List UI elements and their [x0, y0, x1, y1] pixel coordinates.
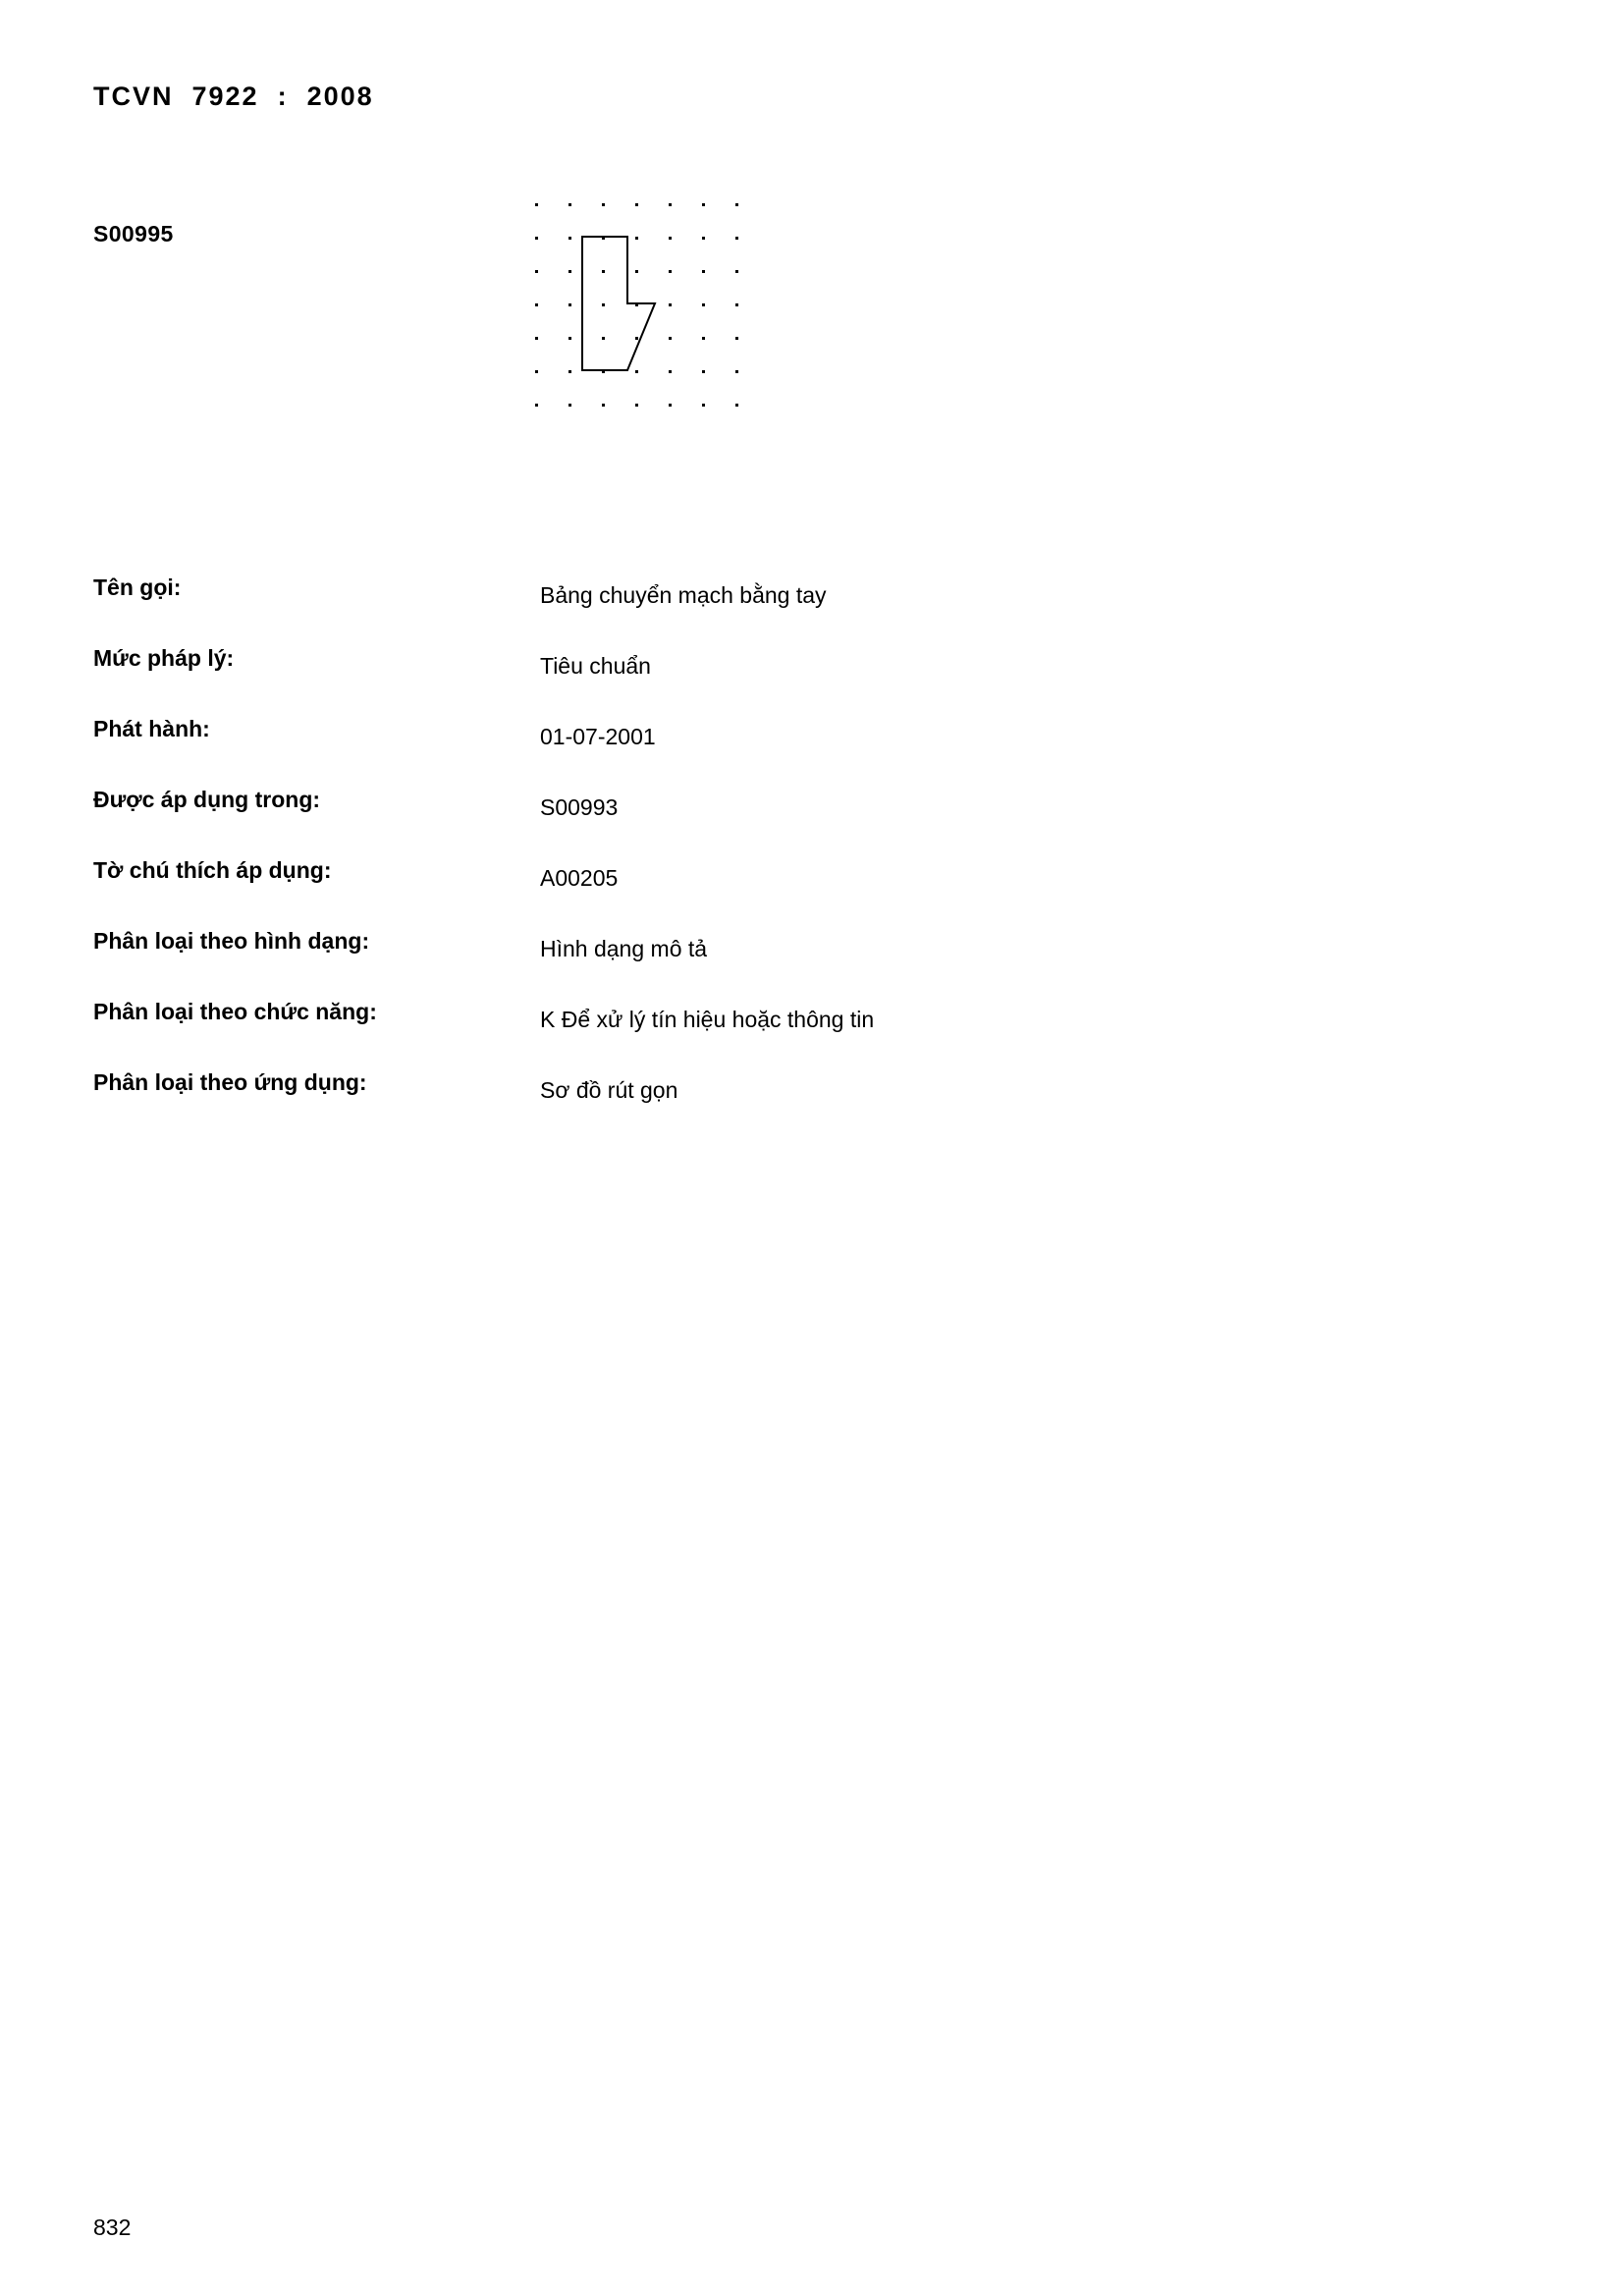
field-row [93, 999, 1370, 1069]
field-value-to-chu-thich-ap-dung: A00205 [540, 865, 619, 891]
field-row [93, 716, 1370, 787]
field-value-duoc-ap-dung-trong: S00993 [540, 794, 619, 820]
symbol-code: S00995 [93, 221, 174, 246]
field-value-phan-loai-theo-hinh-dang: Hình dạng mô tả [540, 936, 708, 961]
field-value-phan-loai-theo-ung-dung: Sơ đồ rút gọn [540, 1077, 678, 1103]
field-label-phan-loai-theo-ung-dung: Phân loại theo ứng dụng: [93, 1069, 367, 1095]
symbol-attribute-list [93, 574, 1370, 1140]
field-row [93, 645, 1370, 716]
field-label-phan-loai-theo-chuc-nang: Phân loại theo chức năng: [93, 999, 377, 1024]
field-label-ten-goi: Tên gọi: [93, 574, 182, 600]
document-header-standard-number: TCVN 7922 : 2008 [93, 82, 374, 111]
field-row [93, 787, 1370, 857]
field-row [93, 928, 1370, 999]
field-label-duoc-ap-dung-trong: Được áp dụng trong: [93, 787, 321, 812]
field-label-muc-phap-ly: Mức pháp lý: [93, 645, 235, 671]
manual-switch-panel-symbol [535, 201, 781, 437]
page-number: 832 [93, 2214, 132, 2240]
field-label-phan-loai-theo-hinh-dang: Phân loại theo hình dạng: [93, 928, 370, 954]
symbol-outline-path [582, 237, 655, 370]
field-row [93, 574, 1370, 645]
field-value-phan-loai-theo-chuc-nang: K Để xử lý tín hiệu hoặc thông tin [540, 1007, 875, 1032]
field-label-to-chu-thich-ap-dung: Tờ chú thích áp dụng: [93, 857, 332, 883]
field-value-ten-goi: Bảng chuyển mạch bằng tay [540, 582, 827, 608]
field-row [93, 1069, 1370, 1140]
field-row [93, 857, 1370, 928]
field-value-phat-hanh: 01-07-2001 [540, 724, 656, 749]
field-value-muc-phap-ly: Tiêu chuẩn [540, 653, 651, 679]
grid-dots [535, 203, 738, 407]
symbol-drawing [535, 201, 781, 437]
field-label-phat-hanh: Phát hành: [93, 716, 210, 741]
